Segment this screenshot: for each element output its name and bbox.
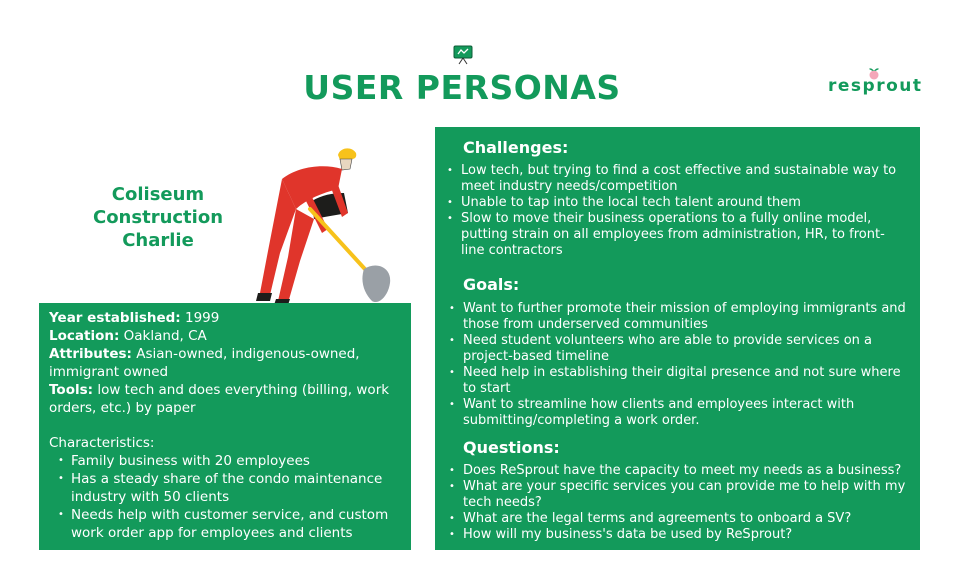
challenges-heading: Challenges:: [463, 138, 569, 157]
year-value: 1999: [185, 310, 220, 326]
persona-name-line: Coliseum: [111, 184, 205, 205]
attributes: [49, 345, 403, 381]
persona-profile-panel: [39, 303, 411, 550]
presentation-board-icon: [452, 44, 474, 66]
goals-list: [435, 301, 920, 429]
tools-label: Tools:: [49, 382, 94, 398]
logo-text: resprout: [828, 76, 923, 96]
list-item: • Needs help with customer service, and custom work order app for employees and clients: [49, 506, 403, 542]
page-title: USER PERSONAS: [303, 68, 621, 107]
questions-heading: Questions:: [463, 438, 560, 457]
list-item: • Does ReSprout have the capacity to meet my needs as a business?: [435, 463, 920, 479]
attributes-value: Asian-owned, indigenous-owned, immigrant owned: [49, 346, 360, 380]
list-item: • What are the legal terms and agreements to onboard a SV?: [435, 511, 920, 527]
list-item: • How will my business's data be used by ReSprout?: [435, 527, 920, 543]
questions-section: [435, 438, 920, 543]
goals-section: [435, 275, 920, 429]
questions-list: [435, 463, 920, 543]
goals-heading: Goals:: [463, 275, 520, 294]
list-item: • Has a steady share of the condo maintenance industry with 50 clients: [49, 470, 403, 506]
persona-name: [72, 183, 244, 252]
tools-value: low tech and does everything (billing, work orders, etc.) by paper: [49, 382, 390, 416]
list-item: • Unable to tap into the local tech talent around them: [435, 195, 920, 211]
list-item: • Want to further promote their mission of employing immigrants and those from underserved communities: [435, 301, 920, 333]
year-label: Year established:: [49, 310, 181, 326]
list-item: • Low tech, but trying to find a cost effective and sustainable way to meet industry needs/competition: [435, 163, 920, 195]
list-item: • Need student volunteers who are able to provide services on a project-based timeline: [435, 333, 920, 365]
list-item: • Family business with 20 employees: [49, 452, 403, 470]
challenges-list: [435, 163, 920, 259]
year-established: [49, 309, 403, 327]
location-value: Oakland, CA: [123, 328, 207, 344]
persona-details-panel: [435, 127, 920, 550]
characteristics-heading: Characteristics:: [49, 435, 155, 451]
persona-name-line: Construction: [92, 207, 224, 228]
attributes-label: Attributes:: [49, 346, 132, 362]
characteristics-list: [49, 452, 403, 542]
construction-worker-illustration: [252, 143, 396, 305]
list-item: • Slow to move their business operations to a fully online model, putting strain on all employees from administration, HR, to front-line contractors: [435, 211, 920, 259]
challenges-section: [435, 138, 920, 259]
list-item: • Want to streamline how clients and employees interact with submitting/completing a work order.: [435, 397, 920, 429]
resprout-logo: [828, 66, 923, 100]
location: [49, 327, 403, 345]
tools: [49, 381, 403, 417]
list-item: • Need help in establishing their digital presence and not sure where to start: [435, 365, 920, 397]
location-label: Location:: [49, 328, 120, 344]
list-item: • What are your specific services you can provide me to help with my tech needs?: [435, 479, 920, 511]
persona-name-line: Charlie: [122, 230, 194, 251]
